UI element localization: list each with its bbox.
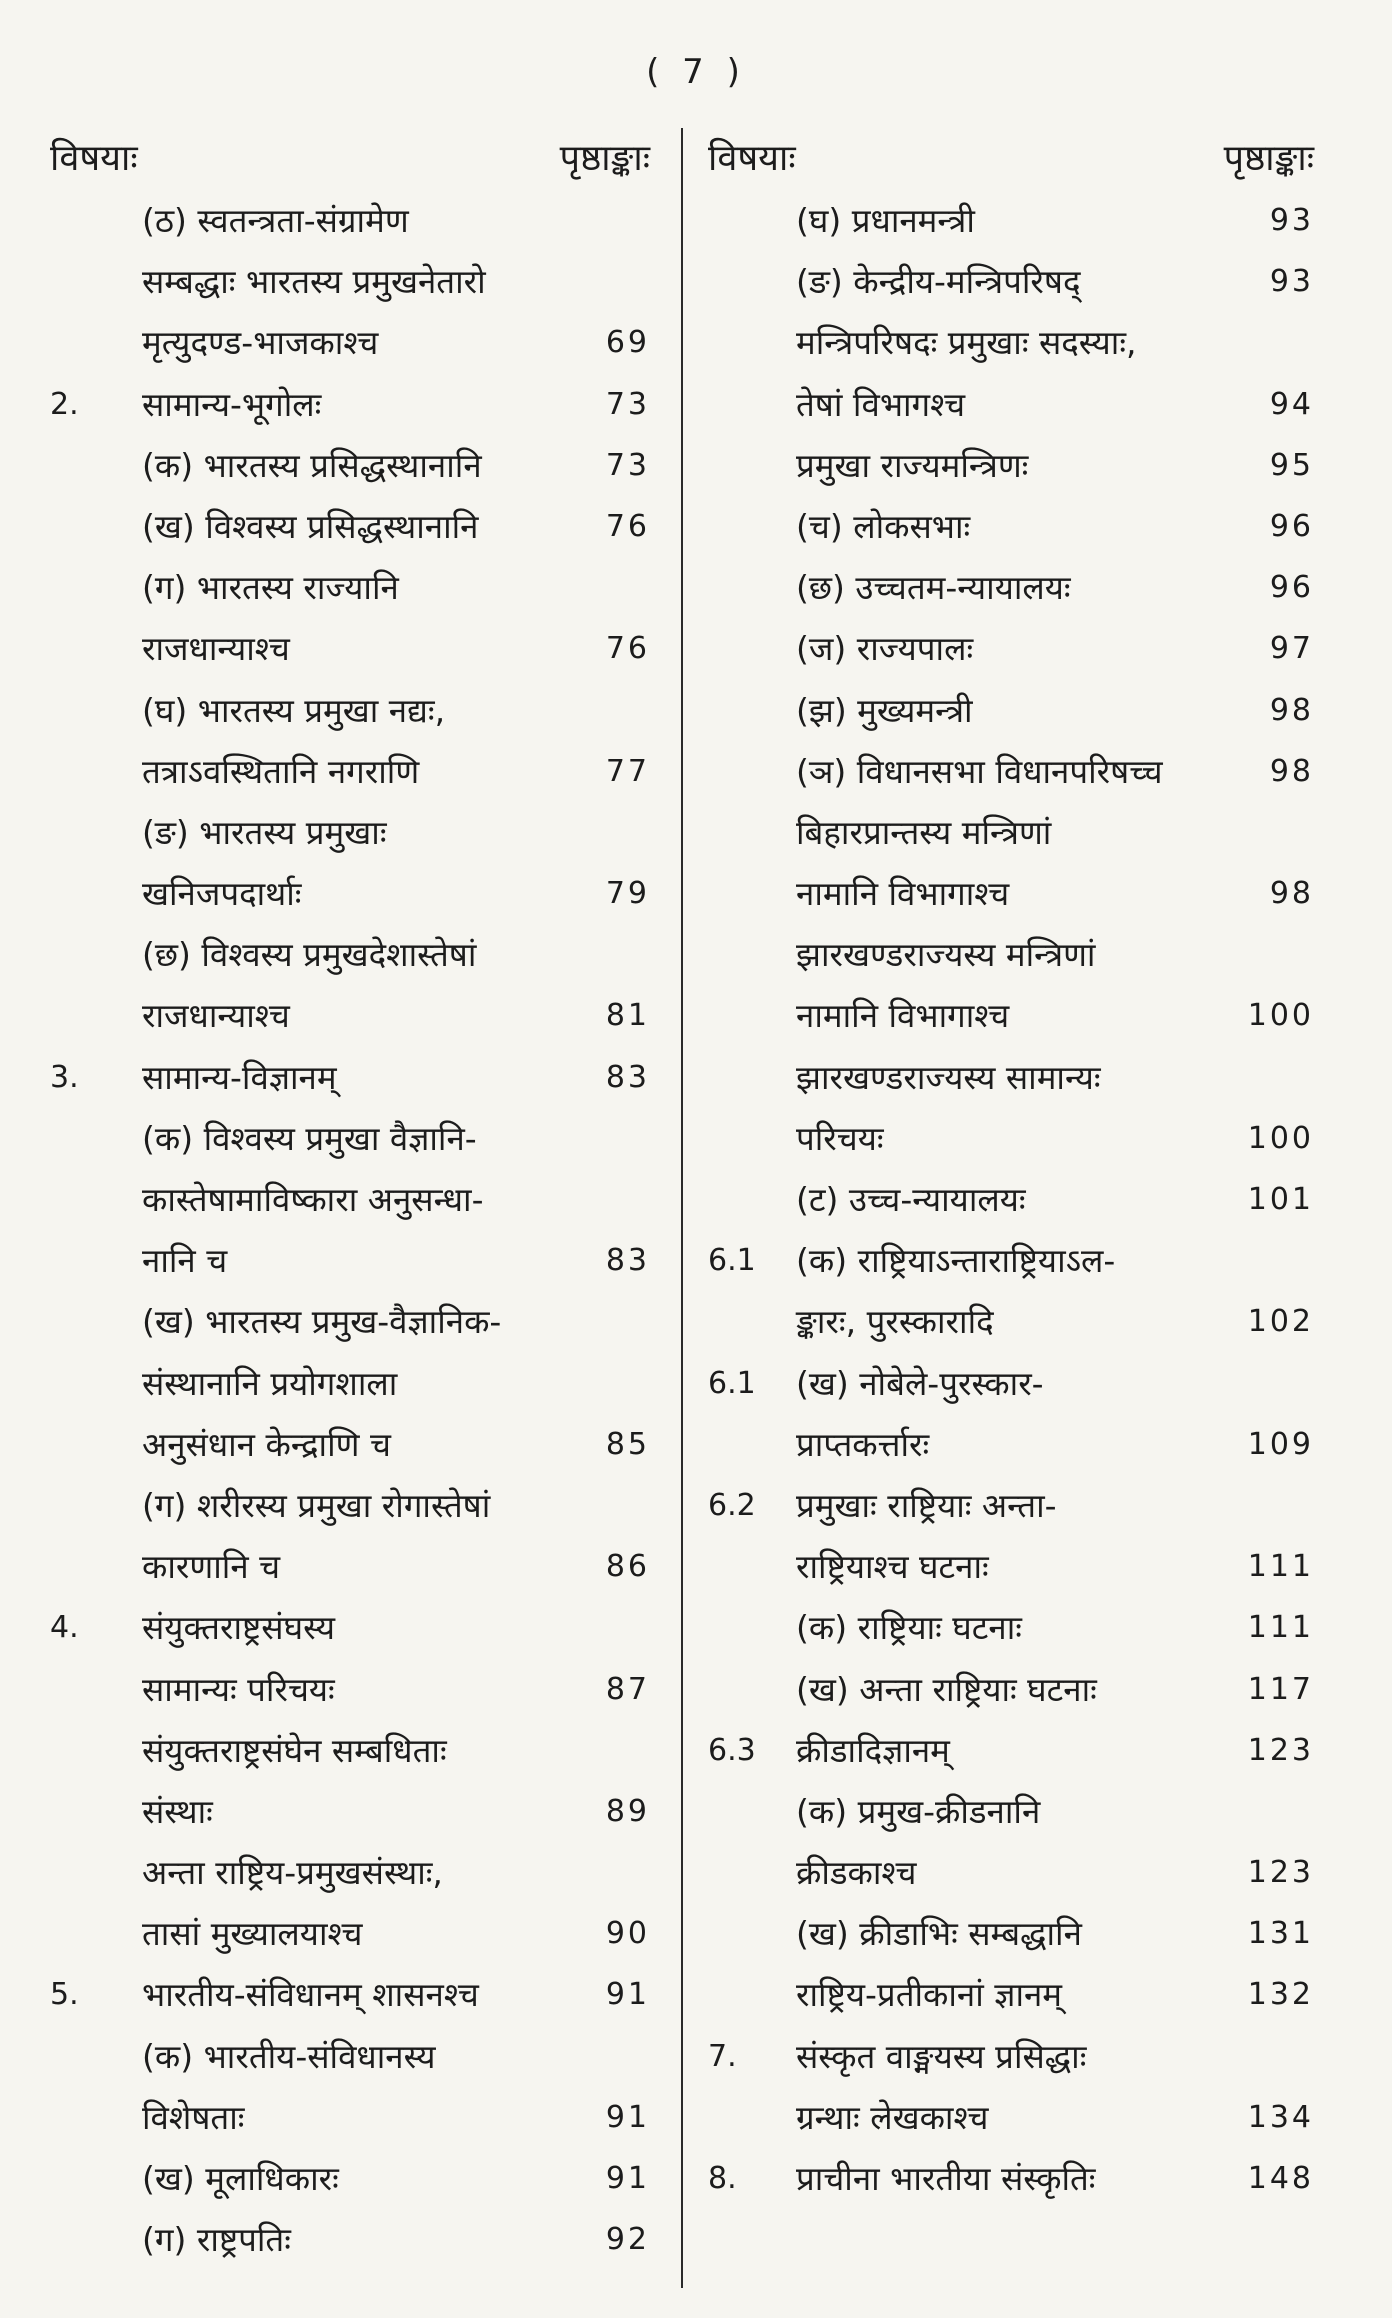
contents-entry [50, 1414, 650, 1475]
contents-entry [50, 2087, 650, 2148]
topic-text: तासां मुख्यालयाश्च [142, 1914, 363, 1954]
topic-header: विषयाः [50, 138, 138, 179]
page-ref: 89 [605, 1793, 650, 1829]
topic-text: झारखण्डराज्यस्य सामान्यः [796, 1057, 1101, 1097]
contents-entry [50, 435, 650, 496]
contents-entry [708, 863, 1314, 924]
page-ref: 76 [605, 508, 650, 544]
topic-text: संस्कृत वाङ्मयस्य प्रसिद्धाः [796, 2036, 1087, 2076]
topic-text: (ज) राज्यपालः [796, 629, 974, 669]
section-number: 4. [50, 1610, 79, 1646]
topic-text: क्रीडकाश्च [796, 1853, 917, 1893]
right-column-header [708, 128, 1314, 190]
topic-text: सम्बद्धाः भारतस्य प्रमुखनेतारो [142, 262, 486, 302]
section-number: 6.1 [708, 1365, 756, 1401]
topic-text: अन्ता राष्ट्रिय-प्रमुखसंस्थाः, [142, 1853, 443, 1893]
contents-entry [708, 1108, 1314, 1169]
topic-text: (झ) मुख्यमन्त्री [796, 690, 973, 730]
topic-text: ग्रन्थाः लेखकाश्च [796, 2097, 989, 2137]
right-column [708, 128, 1314, 2209]
topic-text: प्राचीना भारतीया संस्कृतिः [796, 2159, 1096, 2198]
page-ref: 131 [1247, 1916, 1314, 1952]
page-ref: 123 [1247, 1855, 1314, 1891]
contents-entry [708, 1781, 1314, 1842]
page-ref: 123 [1247, 1732, 1314, 1768]
contents-entry [50, 1781, 650, 1842]
topic-text: झारखण्डराज्यस्य मन्त्रिणां [796, 935, 1096, 975]
contents-entry [708, 1842, 1314, 1903]
topic-text: संयुक्तराष्ट्रसंघेन सम्बधिताः [142, 1730, 447, 1770]
topic-text: (ग) राष्ट्रपतिः [142, 2220, 291, 2260]
topic-text: (ख) अन्ता राष्ट्रियाः घटनाः [796, 1669, 1097, 1709]
page-ref: 96 [1269, 508, 1314, 544]
topic-text: (ङ) भारतस्य प्रमुखाः [142, 812, 387, 852]
page-ref: 132 [1247, 1977, 1314, 2013]
topic-text: खनिजपदार्थाः [142, 874, 302, 914]
contents-entry [50, 2026, 650, 2087]
page-ref: 90 [605, 1916, 650, 1952]
contents-entry [708, 1230, 1314, 1291]
topic-text: संस्थाः [142, 1791, 213, 1831]
contents-entry [708, 680, 1314, 741]
contents-entry [50, 1169, 650, 1230]
contents-entry [708, 1475, 1314, 1536]
contents-entry [50, 741, 650, 802]
section-number: 3. [50, 1059, 79, 1095]
contents-entry [50, 1720, 650, 1781]
page-ref: 109 [1247, 1426, 1314, 1462]
section-number: 6.1 [708, 1243, 756, 1279]
page-ref: 96 [1269, 570, 1314, 606]
page-ref: 93 [1269, 203, 1314, 238]
contents-entry [50, 924, 650, 985]
topic-text: संयुक्तराष्ट्रसंघस्य [142, 1608, 336, 1648]
contents-entry [708, 802, 1314, 863]
page-ref: 73 [605, 447, 650, 483]
right-contents-list [708, 190, 1314, 2209]
topic-text: (क) भारतीय-संविधानस्य [142, 2036, 436, 2076]
topic-text: सामान्य-विज्ञानम् [142, 1057, 337, 1097]
topic-text: (ख) क्रीडाभिः सम्बद्धानि [796, 1914, 1082, 1954]
topic-text: (ख) नोबेले-पुरस्कार- [796, 1363, 1044, 1403]
page-ref: 91 [605, 2161, 650, 2196]
contents-entry [708, 985, 1314, 1046]
contents-entry [50, 618, 650, 679]
topic-text: (ठ) स्वतन्त्रता-संग्रामेण [142, 201, 409, 240]
topic-text: सामान्य-भूगोलः [142, 384, 322, 424]
contents-entry [708, 1536, 1314, 1597]
topic-text: तेषां विभागश्च [796, 384, 966, 424]
contents-entry [50, 1842, 650, 1903]
contents-entry [708, 1414, 1314, 1475]
page-ref: 92 [605, 2222, 650, 2258]
topic-text: प्रमुखाः राष्ट्रियाः अन्ता- [796, 1485, 1057, 1525]
page-ref: 101 [1247, 1182, 1314, 1217]
contents-entry [708, 1047, 1314, 1108]
topic-text: कारणानि च [142, 1547, 281, 1587]
contents-entry [50, 557, 650, 618]
topic-text: ङ्कारः, पुरस्कारादि [796, 1302, 994, 1342]
topic-text: सामान्यः परिचयः [142, 1669, 335, 1709]
page-ref: 81 [605, 998, 650, 1034]
section-number: 6.3 [708, 1732, 756, 1768]
topic-text: तत्राऽवस्थितानि नगराणि [142, 751, 420, 791]
page-ref: 117 [1247, 1671, 1314, 1707]
contents-entry [708, 312, 1314, 373]
contents-entry [50, 1230, 650, 1291]
topic-text: (ङ) केन्द्रीय-मन्त्रिपरिषद् [796, 262, 1081, 302]
topic-text: (ट) उच्च-न्यायालयः [796, 1180, 1026, 1219]
contents-entry [708, 2087, 1314, 2148]
section-number: 8. [708, 2161, 737, 2196]
page-ref: 83 [605, 1059, 650, 1095]
topic-text: (क) राष्ट्रियाऽन्ताराष्ट्रियाऽल- [796, 1241, 1116, 1281]
page-ref: 77 [605, 753, 650, 789]
contents-entry [50, 251, 650, 312]
page-ref: 85 [605, 1426, 650, 1462]
contents-entry [708, 1353, 1314, 1414]
contents-entry [50, 312, 650, 373]
page-ref: 100 [1247, 998, 1314, 1034]
contents-entry [708, 618, 1314, 679]
contents-entry [708, 1964, 1314, 2025]
topic-text: बिहारप्रान्तस्य मन्त्रिणां [796, 812, 1052, 852]
section-number: 7. [708, 2038, 737, 2074]
topic-text: भारतीय-संविधानम् शासनश्च [142, 1975, 479, 2015]
contents-entry [50, 1353, 650, 1414]
contents-entry [708, 1659, 1314, 1720]
page-ref: 102 [1247, 1304, 1314, 1340]
topic-text: (ख) विश्वस्य प्रसिद्धस्थानानि [142, 506, 479, 546]
left-column-header [50, 128, 650, 190]
page-ref: 95 [1269, 447, 1314, 483]
topic-text: प्राप्तकर्त्तारः [796, 1424, 930, 1464]
topic-text: नानि च [142, 1241, 228, 1281]
page-ref: 94 [1269, 386, 1314, 422]
contents-entry [708, 2026, 1314, 2087]
page-ref: 97 [1269, 631, 1314, 667]
contents-entry [708, 251, 1314, 312]
page-header: पृष्ठाङ्काः [559, 138, 650, 179]
topic-text: (ख) भारतस्य प्रमुख-वैज्ञानिक- [142, 1302, 502, 1342]
contents-entry [50, 1536, 650, 1597]
page-ref: 69 [605, 325, 650, 361]
topic-text: मृत्युदण्ड-भाजकाश्च [142, 323, 379, 363]
contents-entry [708, 1720, 1314, 1781]
topic-text: मन्त्रिपरिषदः प्रमुखाः सदस्याः, [796, 323, 1137, 363]
topic-text: नामानि विभागाश्च [796, 996, 1010, 1036]
contents-entry [50, 985, 650, 1046]
contents-entry [50, 2148, 650, 2209]
topic-text: परिचयः [796, 1118, 884, 1158]
topic-text: राष्ट्रिय-प्रतीकानां ज्ञानम् [796, 1975, 1063, 2015]
contents-entry [50, 1475, 650, 1536]
topic-text: विशेषताः [142, 2097, 245, 2137]
page-ref: 86 [605, 1549, 650, 1585]
topic-text: राजधान्याश्च [142, 629, 290, 669]
contents-entry [708, 190, 1314, 251]
contents-entry [50, 496, 650, 557]
page-ref: 83 [605, 1243, 650, 1279]
page-ref: 134 [1247, 2099, 1314, 2135]
page-ref: 91 [605, 1977, 650, 2013]
contents-entry [708, 741, 1314, 802]
topic-text: (छ) विश्वस्य प्रमुखदेशास्तेषां [142, 935, 477, 975]
page-ref: 79 [605, 876, 650, 912]
topic-text: (क) विश्वस्य प्रमुखा वैज्ञानि- [142, 1118, 477, 1158]
topic-text: (ग) भारतस्य राज्यानि [142, 568, 399, 608]
topic-text: (क) प्रमुख-क्रीडनानि [796, 1791, 1041, 1831]
contents-entry [50, 802, 650, 863]
page-ref: 91 [605, 2099, 650, 2135]
contents-entry [50, 680, 650, 741]
contents-entry [708, 1291, 1314, 1352]
page-ref: 76 [605, 631, 650, 667]
page-ref: 100 [1247, 1120, 1314, 1156]
page-ref: 111 [1247, 1610, 1314, 1646]
page-ref: 111 [1247, 1549, 1314, 1585]
topic-header: विषयाः [708, 138, 796, 179]
topic-text: (क) राष्ट्रियाः घटनाः [796, 1608, 1022, 1648]
contents-entry [708, 1597, 1314, 1658]
contents-entry [50, 863, 650, 924]
page-ref: 148 [1247, 2161, 1314, 2196]
page-ref: 98 [1269, 876, 1314, 912]
contents-entry [50, 1597, 650, 1658]
page-ref: 73 [605, 386, 650, 422]
page-ref: 87 [605, 1671, 650, 1707]
topic-text: क्रीडादिज्ञानम् [796, 1730, 950, 1770]
page-number: ( 7 ) [646, 52, 746, 92]
topic-text: (च) लोकसभाः [796, 506, 971, 546]
page-ref: 93 [1269, 264, 1314, 300]
topic-text: राजधान्याश्च [142, 996, 290, 1036]
contents-entry [50, 1659, 650, 1720]
topic-text: अनुसंधान केन्द्राणि च [142, 1424, 391, 1464]
contents-entry [50, 1108, 650, 1169]
topic-text: (क) भारतस्य प्रसिद्धस्थानानि [142, 445, 482, 485]
contents-entry [708, 1169, 1314, 1230]
contents-entry [708, 1903, 1314, 1964]
contents-entry [708, 374, 1314, 435]
section-number: 2. [50, 386, 79, 422]
contents-entry [708, 924, 1314, 985]
contents-entry [50, 1903, 650, 1964]
page-ref: 98 [1269, 692, 1314, 728]
contents-entry [50, 1964, 650, 2025]
contents-entry [708, 435, 1314, 496]
topic-text: संस्थानानि प्रयोगशाला [142, 1363, 398, 1403]
contents-entry [50, 2209, 650, 2270]
topic-text: नामानि विभागाश्च [796, 874, 1010, 914]
topic-text: (छ) उच्चतम-न्यायालयः [796, 568, 1071, 608]
contents-entry [50, 1291, 650, 1352]
topic-text: राष्ट्रियाश्च घटनाः [796, 1547, 989, 1587]
contents-entry [708, 557, 1314, 618]
left-contents-list [50, 190, 650, 2270]
topic-text: (घ) प्रधानमन्त्री [796, 201, 975, 240]
contents-entry [708, 2148, 1314, 2209]
contents-entry [50, 374, 650, 435]
contents-entry [708, 496, 1314, 557]
topic-text: (ञ) विधानसभा विधानपरिषच्च [796, 751, 1163, 791]
topic-text: कास्तेषामाविष्कारा अनुसन्धा- [142, 1180, 484, 1219]
topic-text: (ग) शरीरस्य प्रमुखा रोगास्तेषां [142, 1485, 491, 1525]
topic-text: (ख) मूलाधिकारः [142, 2159, 339, 2198]
contents-entry [50, 1047, 650, 1108]
topic-text: प्रमुखा राज्यमन्त्रिणः [796, 445, 1029, 485]
topic-text: (घ) भारतस्य प्रमुखा नद्यः, [142, 690, 446, 730]
left-column [50, 128, 650, 2270]
page-ref: 98 [1269, 753, 1314, 789]
contents-entry [50, 190, 650, 251]
section-number: 6.2 [708, 1487, 756, 1523]
section-number: 5. [50, 1977, 79, 2013]
column-divider [681, 128, 683, 2288]
page-header: पृष्ठाङ्काः [1223, 138, 1314, 179]
